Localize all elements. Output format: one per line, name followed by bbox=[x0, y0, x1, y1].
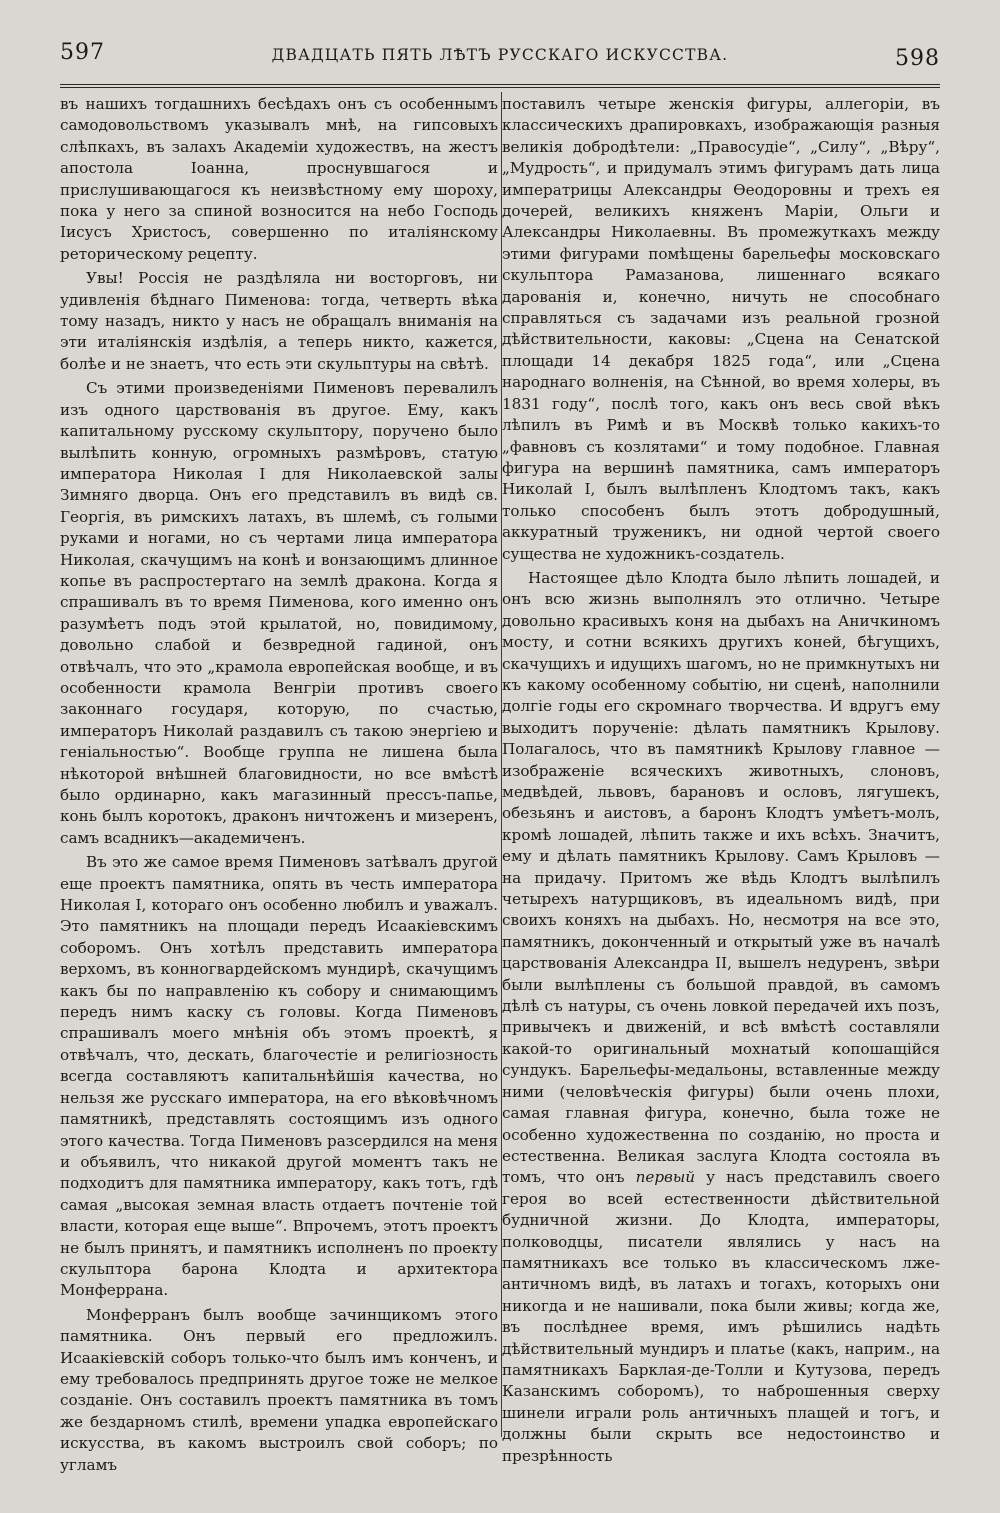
paragraph-text: у насъ представилъ своего героя во всей естественности дѣйствительной будничной жизни. До Клодта, императоры, полководцы, писатели являлись у насъ на памятникахъ все только въ классическомъ лже-античномъ видѣ, въ латахъ и тогахъ, которыхъ они никогда и не нашивали, пока были живы; когда же, въ послѣднее время, имъ рѣшились надѣть дѣйствительный мундиръ и платье (какъ, наприм., на памятникахъ Барклая-де-Толли и Кутузова, передъ Казанскимъ соборомъ), то наброшенныя сверху шинели играли роль античныхъ плащей и тогъ, и должны были скрыть все недостоинство и презрѣнность bbox=[502, 1168, 940, 1465]
paragraph-text: Настоящее дѣло Клодта было лѣпить лошадей, и онъ всю жизнь выполнялъ это отлично. Четыре довольно красивыхъ коня на дыбахъ на Аничкиномъ мосту, и сотни всякихъ другихъ коней, бѣгущихъ, скачущихъ и идущихъ шагомъ, но не примкнутыхъ ни къ какому особенному событію, ни сценѣ, наполнили долгіе годы его скромнаго творчества. И вдругъ ему выходитъ порученіе: дѣлать памятникъ Крылову. Полагалось, что въ памятникѣ Крылову главное — изображеніе всяческихъ животныхъ, слоновъ, медвѣдей, львовъ, барановъ и ословъ, лягушекъ, обезьянъ и аистовъ, а баронъ Клодтъ умѣетъ-молъ, кромѣ лошадей, лѣпить также и ихъ всѣхъ. Значитъ, ему и дѣлать памятникъ Крылову. Самъ Крыловъ — на придачу. Притомъ же вѣдь Клодтъ вылѣпилъ четырехъ натурщиковъ, въ идеальномъ видѣ, при своихъ коняхъ на дыбахъ. Но, несмотря на все это, памятникъ, доконченный и открытый уже въ началѣ царствованія Александра II, вышелъ недуренъ, звѣри были вылѣплены съ большой правдой, въ самомъ дѣлѣ съ натуры, съ очень ловкой передачей ихъ позъ, привычекъ и движеній, и всѣ вмѣстѣ составляли какой-то оригинальный мохнатый копошащійся сундукъ. Барельефы-медальоны, вставленные между ними (человѣческія фигуры) были очень плохи, самая главная фигура, конечно, была тоже не особенно художественна по созданію, но проста и естественна. Великая заслуга Клодта состояла въ томъ, что онъ bbox=[502, 568, 940, 1187]
page-number-right: 598 bbox=[895, 46, 940, 71]
running-head bbox=[60, 32, 940, 72]
right-column bbox=[502, 94, 940, 1467]
paragraph: Съ этими произведеніями Пименовъ перевалилъ изъ одного царствованія въ другое. Ему, какъ капитальному русскому скульптору, поручено было вылѣпить конную, огромныхъ размѣровъ, статую императора Николая I для Николаевской залы Зимняго дворца. Онъ его представилъ въ видѣ св. Георгія, въ римскихъ латахъ, въ шлемѣ, съ голыми руками и ногами, но съ чертами лица императора Николая, скачущимъ на конѣ и вонзающимъ длинное копье въ распростертаго на землѣ дракона. Когда я спрашивалъ въ то время Пименова, кого именно онъ разумѣетъ подъ этой крылатой, но, повидимому, довольно слабой и безвредной гадиной, онъ отвѣчалъ, что это „крамола европейская вообще, и въ особенности крамола Венгріи противъ своего законнаго государя, которую, по счастью, императоръ Николай раздавилъ съ такою энергіею и геніальностью“. Вообще группа не лишена была нѣкоторой внѣшней благовидности, но все вмѣстѣ было ординарно, какъ магазинный прессъ-папье, конь былъ коротокъ, драконъ ничтоженъ и мизеренъ, самъ всадникъ—академиченъ. bbox=[60, 379, 498, 847]
paragraph: поставилъ четыре женскія фигуры, аллегоріи, въ классическихъ драпировкахъ, изображающія разныя великія добродѣтели: „Правосудіе“, „Силу“, „Вѣру“, „Мудрость“, и придумалъ этимъ фигурамъ дать лица императрицы Александры Ѳеодоровны и трехъ ея дочерей, великихъ княженъ Маріи, Ольги и Александры Николаевны. Въ промежуткахъ между этими фигурами помѣщены барельефы московскаго скульптора Рамазанова, лишеннаго всякаго дарованія и, конечно, ничуть не способнаго справляться съ задачами изъ реальной грозной дѣйствительности, каковы: „Сцена на Сенатской площади 14 декабря 1825 года“, или „Сцена народнаго волненія, на Сѣнной, во время холеры, въ 1831 году“, послѣ того, какъ онъ весь свой вѣкъ лѣпилъ въ Римѣ и въ Москвѣ только какихъ-то „фавновъ съ козлятами“ и тому подобное. Главная фигура на вершинѣ памятника, самъ императоръ Николай I, былъ вылѣпленъ Клодтомъ такъ, какъ только способенъ былъ этотъ добродушный, аккуратный труженикъ, ни одной чертой своего существа не художникъ-создатель. bbox=[502, 95, 940, 563]
running-title: ДВАДЦАТЬ ПЯТЬ ЛѢТЪ РУССКАГО ИСКУССТВА. bbox=[271, 46, 729, 64]
paragraph: Увы! Россія не раздѣляла ни восторговъ, ни удивленія бѣднаго Пименова: тогда, четверть вѣка тому назадъ, никто у насъ не обращалъ вниманія на эти италіянскія издѣлія, а теперь никто, кажется, болѣе и не знаетъ, что есть эти скульптуры на свѣтѣ. bbox=[60, 269, 498, 373]
header-rule bbox=[60, 84, 940, 88]
paragraph: Монферранъ былъ вообще зачинщикомъ этого памятника. Онъ первый его предложилъ. Исаакіевскій соборъ только-что былъ имъ конченъ, и ему требовалось предпринять другое тоже не мелкое созданіе. Онъ составилъ проектъ памятника въ томъ же бездарномъ стилѣ, времени упадка европейскаго искусства, въ какомъ выстроилъ свой соборъ; по угламъ bbox=[60, 1305, 498, 1474]
emphasis: первый bbox=[635, 1168, 696, 1187]
paragraph: въ нашихъ тогдашнихъ бесѣдахъ онъ съ особеннымъ самодовольствомъ указывалъ мнѣ, на гипсовыхъ слѣпкахъ, въ залахъ Академіи художествъ, на жестъ апостола Іоанна, проснувшагося и прислушивающагося къ неизвѣстному ему шороху, пока у него за спиной возносится на небо Господь Іисусъ Христосъ, совершенно по италіянскому реторическому рецепту. bbox=[60, 95, 498, 263]
page-number-left: 597 bbox=[60, 40, 105, 65]
paragraph bbox=[502, 568, 940, 1467]
left-column bbox=[60, 94, 498, 1476]
paragraph: Въ это же самое время Пименовъ затѣвалъ другой еще проектъ памятника, опять въ честь императора Николая I, котораго онъ особенно любилъ и уважалъ. Это памятникъ на площади передъ Исаакіевскимъ соборомъ. Онъ хотѣлъ представить императора верхомъ, въ конногвардейскомъ мундирѣ, скачущимъ какъ бы по направленію къ собору и снимающимъ передъ нимъ каску съ головы. Когда Пименовъ спрашивалъ моего мнѣнія объ этомъ проектѣ, я отвѣчалъ, что, дескать, благочестіе и религіозность всегда составляютъ капитальнѣйшія качества, но нельзя же русскаго императора, на его вѣковѣчномъ памятникѣ, представлять состоящимъ изъ одного этого качества. Тогда Пименовъ разсердился на меня и объявилъ, что никакой другой моментъ такъ не подходитъ для памятника императору, какъ тотъ, гдѣ самая „высокая земная власть отдаетъ почтеніе той власти, которая еще выше“. Впрочемъ, этотъ проектъ не былъ принятъ, и памятникъ исполненъ по проекту скульптора барона Клодта и архитектора Монферрана. bbox=[60, 853, 498, 1300]
